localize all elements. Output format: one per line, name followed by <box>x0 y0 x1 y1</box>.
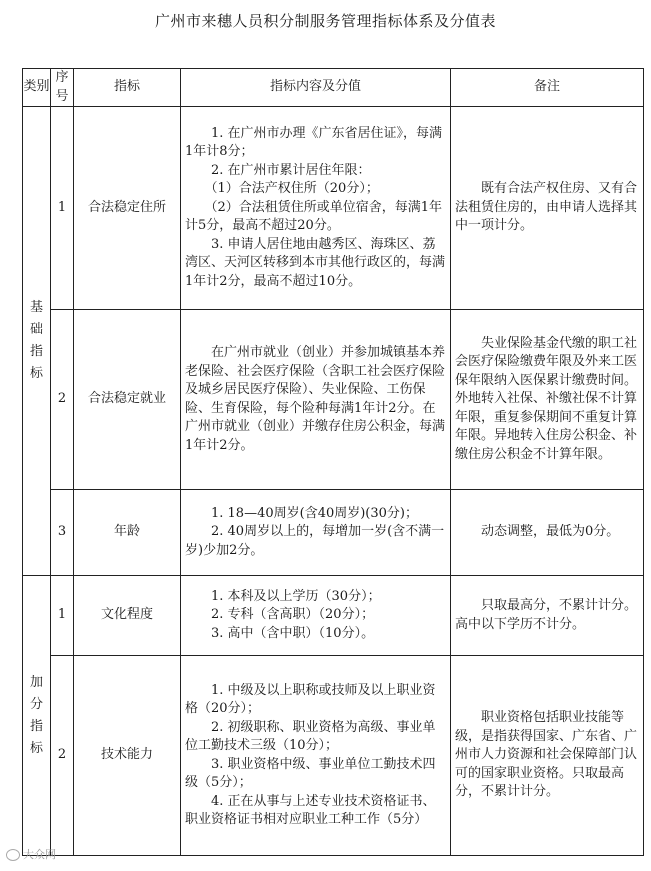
group-basic-char: 基 <box>29 300 43 315</box>
content-line: 2. 40周岁以上的，每增加一岁(含不满一岁)少加2分。 <box>185 524 445 558</box>
row-seq: 1 <box>51 107 74 310</box>
group-bonus-char: 加 <box>29 674 43 690</box>
content-line: 1. 18—40周岁(含40周岁)(30分)； <box>211 505 418 521</box>
content-line: 在广州市就业（创业）并参加城镇基本养老保险、社会医疗保险（含职工社会医疗保险及城乡居民医疗保险）、失业保险、工伤保险、生育保险，每个险种每满1年计2分。在广州市就业（创业）并缴存住房公积金，每满1年计2分。 <box>185 345 446 453</box>
table-row <box>23 490 644 576</box>
header-category: 类别 <box>23 69 51 107</box>
content-line: 2. 专科（含高职）（20分）； <box>211 607 375 623</box>
group-basic <box>23 107 51 576</box>
table-row <box>23 656 644 856</box>
table-row <box>23 107 644 310</box>
remark-text: 职业资格包括职业技能等级，是指获得国家、广东省、广州市人力资源和社会保障部门认可的国家职业资格。只取最高分，不累计计分。 <box>455 710 638 800</box>
row-content <box>181 656 451 856</box>
row-remark <box>451 490 644 576</box>
content-line: 3. 高中（含中职）（10分）。 <box>211 625 375 641</box>
row-remark <box>451 656 644 856</box>
row-indicator: 合法稳定住所 <box>74 107 181 310</box>
row-remark <box>451 310 644 490</box>
header-seq: 序号 <box>51 69 74 107</box>
row-seq: 3 <box>51 490 74 576</box>
row-content <box>181 490 451 576</box>
remark-text: 只取最高分，不累计计分。高中以下学历不计分。 <box>455 598 638 632</box>
group-basic-char: 标 <box>29 366 43 381</box>
remark-text: 动态调整，最低为0分。 <box>481 524 620 540</box>
content-line: 1. 在广州市办理《广东省居住证》，每满1年计8分； <box>185 125 443 160</box>
content-line: 2. 在广州市累计居住年限： <box>211 162 371 178</box>
row-seq: 1 <box>51 576 74 656</box>
row-content <box>181 310 451 490</box>
header-indicator: 指标 <box>74 69 181 107</box>
header-content: 指标内容及分值 <box>181 69 451 107</box>
row-seq: 2 <box>51 310 74 490</box>
group-bonus-char: 指 <box>29 718 43 734</box>
table-header-row <box>23 69 644 107</box>
watermark-logo-icon <box>6 849 20 861</box>
row-seq: 2 <box>51 656 74 856</box>
content-line: 3. 申请人居住地由越秀区、海珠区、荔湾区、天河区转移到本市其他行政区的，每满1年计2分，最高不超过10分。 <box>185 236 446 289</box>
row-indicator: 年龄 <box>74 490 181 576</box>
remark-text: 既有合法产权住房、又有合法租赁住房的，由申请人选择其中一项计分。 <box>455 181 638 234</box>
table-row <box>23 576 644 656</box>
row-remark <box>451 576 644 656</box>
group-bonus-char: 分 <box>29 696 43 712</box>
content-line: 2. 初级职称、职业资格为高级、事业单位工勤技术三级（10分）； <box>185 719 436 753</box>
group-bonus-char: 标 <box>29 740 43 756</box>
watermark <box>6 846 56 862</box>
indicator-table <box>22 68 644 856</box>
row-content <box>181 107 451 310</box>
content-line: 1. 本科及以上学历（30分）； <box>211 588 381 604</box>
row-indicator: 合法稳定就业 <box>74 310 181 490</box>
row-indicator: 技术能力 <box>74 656 181 856</box>
content-line: 1. 中级及以上职称或技师及以上职业资格（20分）； <box>185 682 436 716</box>
group-bonus <box>23 576 51 856</box>
header-remark: 备注 <box>451 69 644 107</box>
content-line: 3. 职业资格中级、事业单位工勤技术四级（5分）； <box>185 756 436 790</box>
row-content <box>181 576 451 656</box>
content-line: （2）合法租赁住所或单位宿舍，每满1年计5分，最高不超过20分。 <box>185 199 443 234</box>
content-line: （1）合法产权住所（20分）； <box>204 181 379 197</box>
group-basic-char: 础 <box>29 322 43 337</box>
table-row <box>23 310 644 490</box>
group-basic-char: 指 <box>29 344 43 359</box>
watermark-text: 大众网 <box>23 848 56 861</box>
content-line: 4. 正在从事与上述专业技术资格证书、职业资格证书相对应职业工种工作（5分） <box>185 793 436 827</box>
page-title: 广州市来穗人员积分制服务管理指标体系及分值表 <box>154 12 496 30</box>
row-indicator: 文化程度 <box>74 576 181 656</box>
row-remark <box>451 107 644 310</box>
remark-text: 失业保险基金代缴的职工社会医疗保险缴费年限及外来工医保年限纳入医保累计缴费时间。外地转入社保、补缴社保不计算年限，重复参保期间不重复计算年限。异地转入住房公积金、补缴住房公积金不计算年限。 <box>455 335 638 462</box>
